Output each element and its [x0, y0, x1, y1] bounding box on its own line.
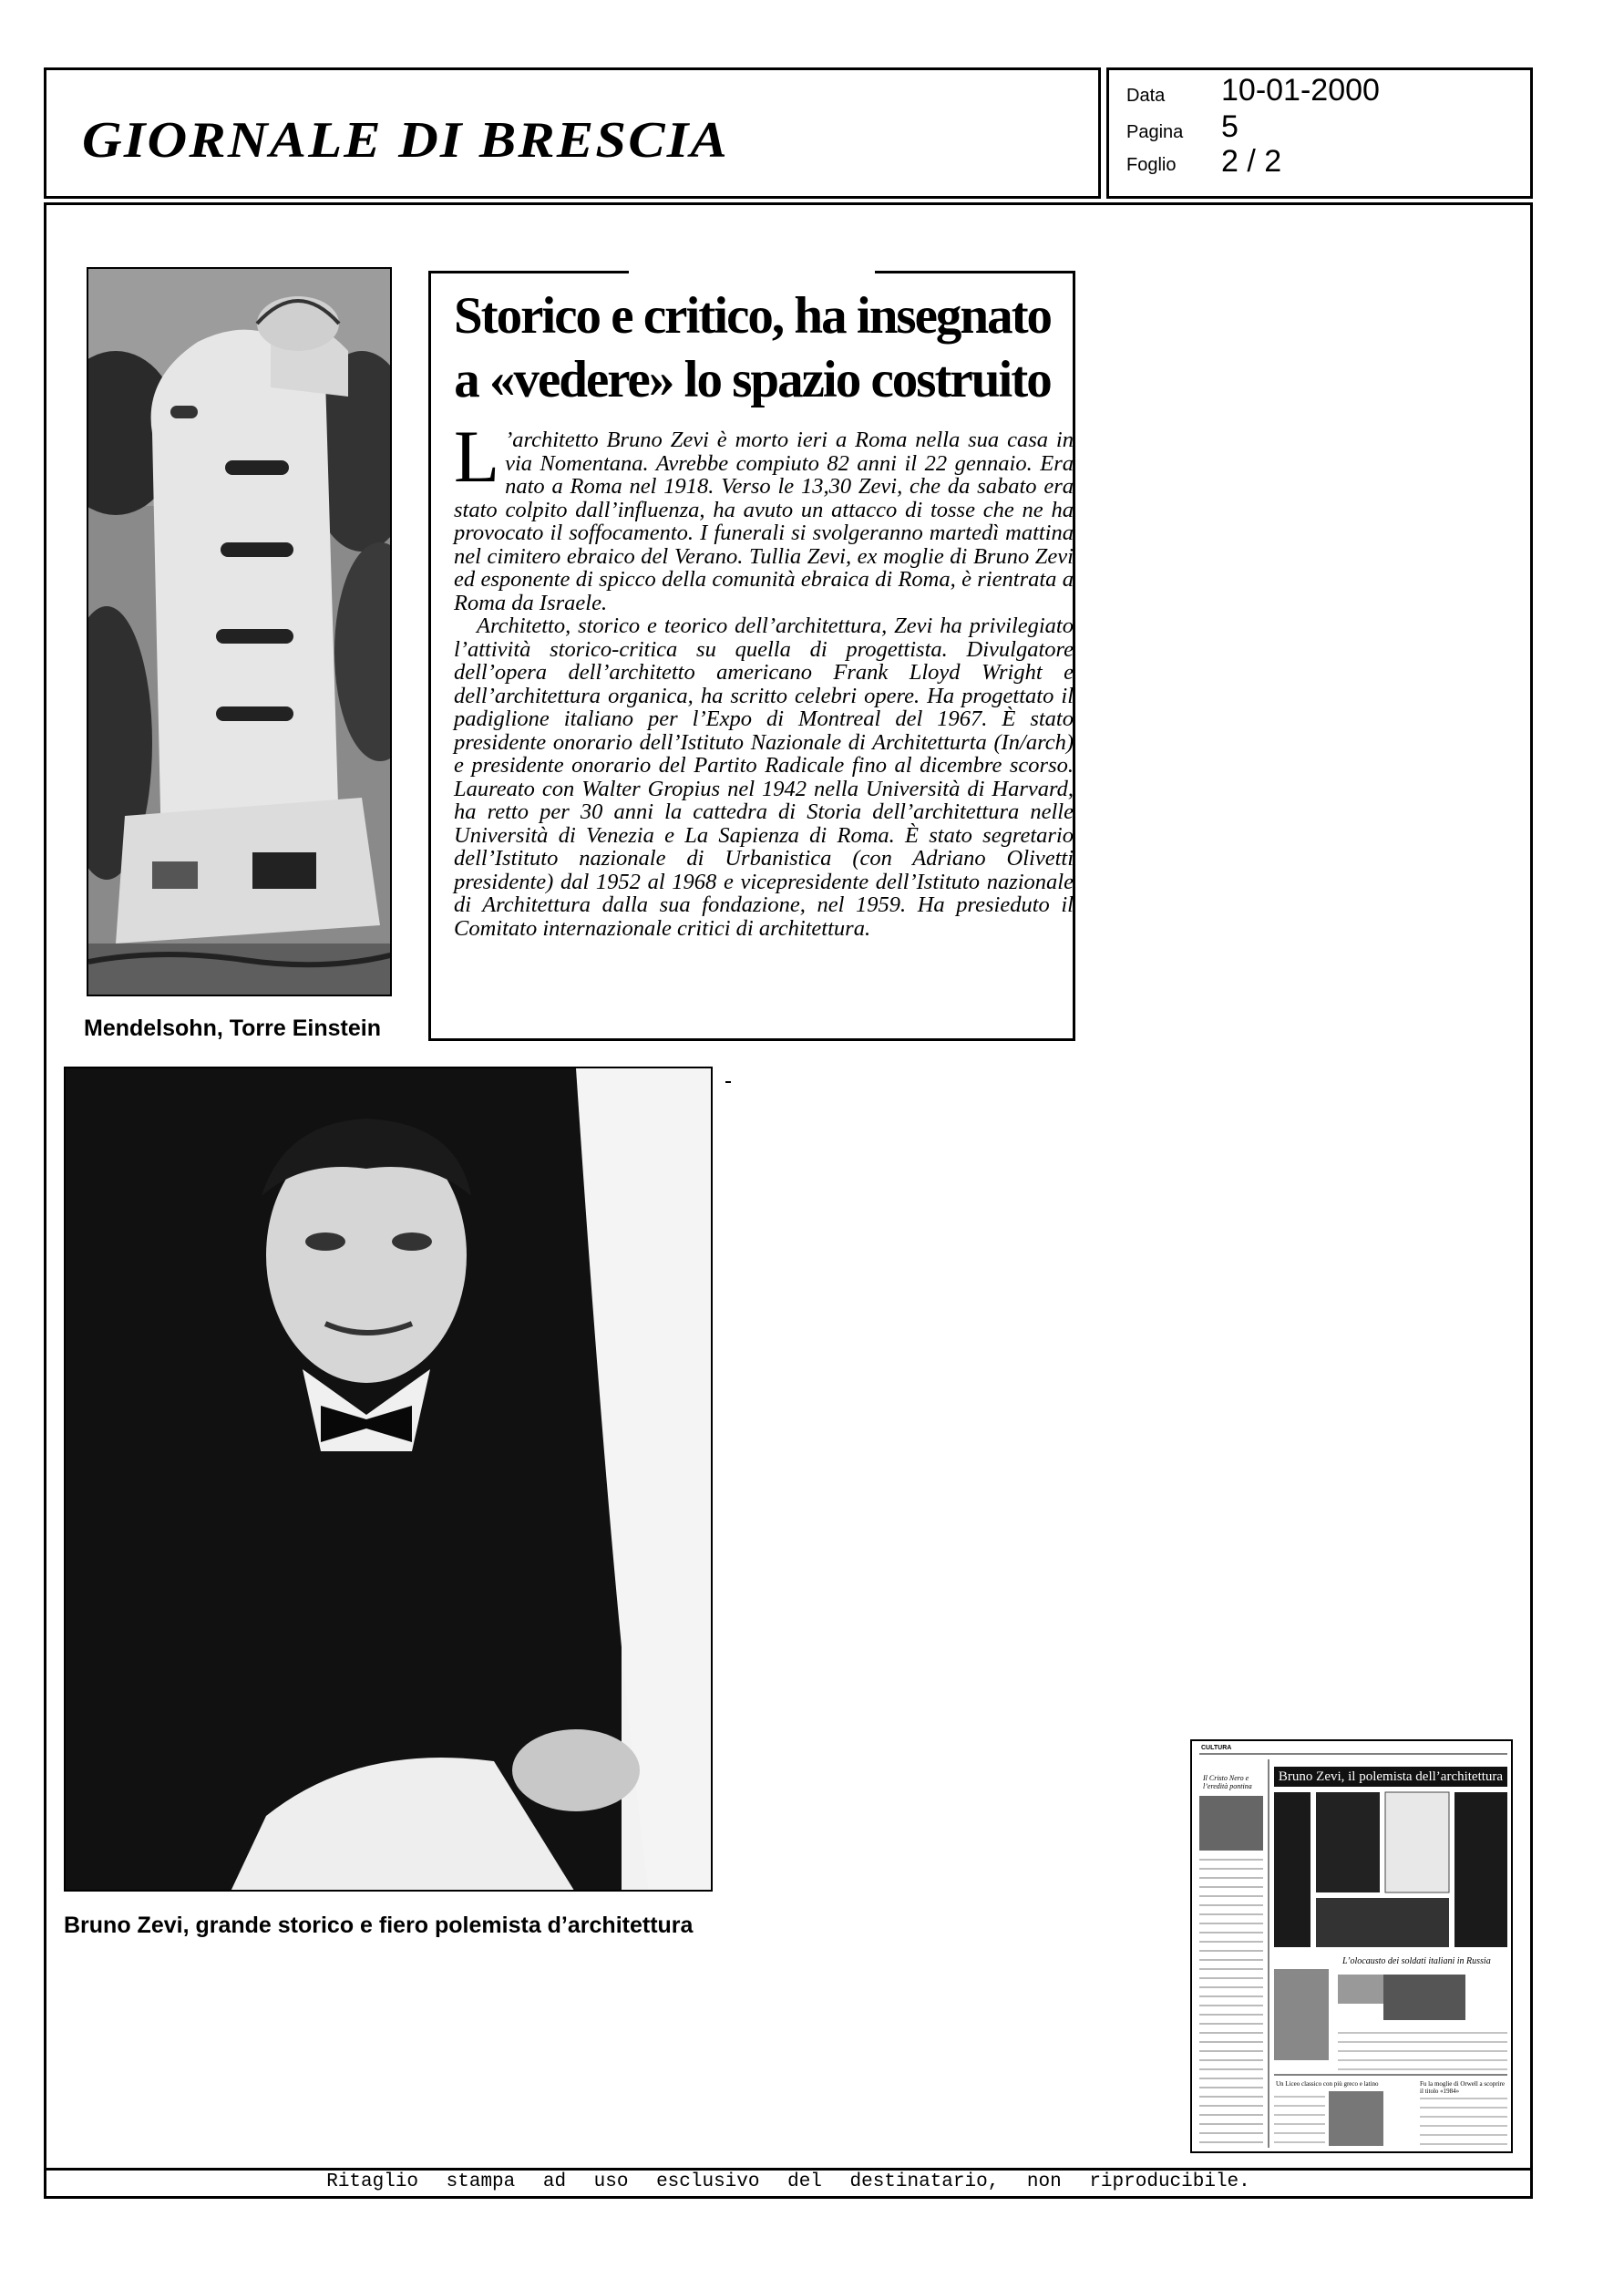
- thumbnail-section: CULTURA: [1201, 1745, 1232, 1751]
- date-value: 10-01-2000: [1221, 73, 1380, 108]
- thumbnail-mid-title: L’olocausto dei soldati italiani in Russia: [1342, 1956, 1491, 1966]
- dash-mark: [725, 1081, 731, 1083]
- headline-line-2: a «vedere» lo spazio costruito: [454, 351, 1051, 408]
- paragraph-1-text: ’architetto Bruno Zevi è morto ieri a Roma nella sua casa in via Nomentana. Avrebbe compiuto 82 anni il 22 gennaio. Era nato a Roma nel 1918. Verso le 13,30 Zevi, che da sabato era stato colpito dall’influenza, ha avuto un attacco di tosse che ne ha provocato il soffocamento. I funerali si svolgeranno martedì mattina nel cimitero ebraico del Verano. Tullia Zevi, ex moglie di Bruno Zevi ed esponente di spicco della comunità ebraica di Roma, è rientrata a Roma da Israele.: [454, 428, 1074, 615]
- thumbnail-banner: Bruno Zevi, il polemista dell’architettura: [1274, 1767, 1507, 1787]
- page-label: Pagina: [1126, 122, 1184, 142]
- thumbnail-low-left-title: Un Liceo classico con più greco e latino: [1276, 2080, 1379, 2088]
- footer-divider: [44, 2168, 1533, 2171]
- footer-note: Ritaglio stampa ad uso esclusivo del destinatario, non riproducibile.: [326, 2171, 1250, 2192]
- portrait-caption: Bruno Zevi, grande storico e fiero polemista d’architettura: [64, 1913, 694, 1938]
- page-thumbnail: [1190, 1739, 1513, 2153]
- sheet-value: 2 / 2: [1221, 144, 1282, 179]
- sheet-label: Foglio: [1126, 155, 1177, 175]
- article-paragraph-2: Architetto, storico e teorico dell’architettura, Zevi ha privilegiato l’attività storico-critica su quella di progettista. Divulgatore dell’opera dell’architetto americano Frank Lloyd Wright e dell’architettura organica, ha scritto celebri opere. Ha progettato il padiglione italiano per l’Expo di Montreal del 1967. È stato presidente onorario dell’Istituto Nazionale di Architetturta (In/arch) e presidente onorario del Partito Radicale fino al dicembre scorso. Laureato con Walter Gropius nel 1942 nella Università di Harvard, ha retto per 30 anni la cattedra di Storia dell’architettura nelle Università di Venezia e La Sapienza di Roma. È stato segretario dell’Istituto nazionale di Urbanistica (con Adriano Olivetti presidente) dal 1952 al 1968 e vicepresidente dell’Istituto nazionale di Architettura dalla sua fondazione, nel 1959. Ha presieduto il Comitato internazionale critici di architettura.: [454, 614, 1074, 941]
- newspaper-title: GIORNALE DI BRESCIA: [82, 112, 729, 169]
- tower-photo: [87, 267, 392, 996]
- article-box-gap: [629, 267, 875, 274]
- portrait-photo: [64, 1067, 713, 1892]
- article-paragraph-1: [454, 415, 1074, 615]
- headline-line-1: Storico e critico, ha insegnato: [453, 287, 1052, 345]
- tower-caption: Mendelsohn, Torre Einstein: [84, 1016, 381, 1041]
- page-value: 5: [1221, 109, 1239, 144]
- dropcap: L: [454, 415, 500, 498]
- article-body: [454, 415, 1074, 941]
- article-headline: [436, 284, 1069, 412]
- date-label: Data: [1126, 86, 1166, 106]
- thumbnail-low-right-title: Fu la moglie di Orwell a scoprire il titolo «1984»: [1420, 2080, 1505, 2095]
- thumbnail-left-title: Il Cristo Nero e l’eredità pontina: [1203, 1774, 1252, 1790]
